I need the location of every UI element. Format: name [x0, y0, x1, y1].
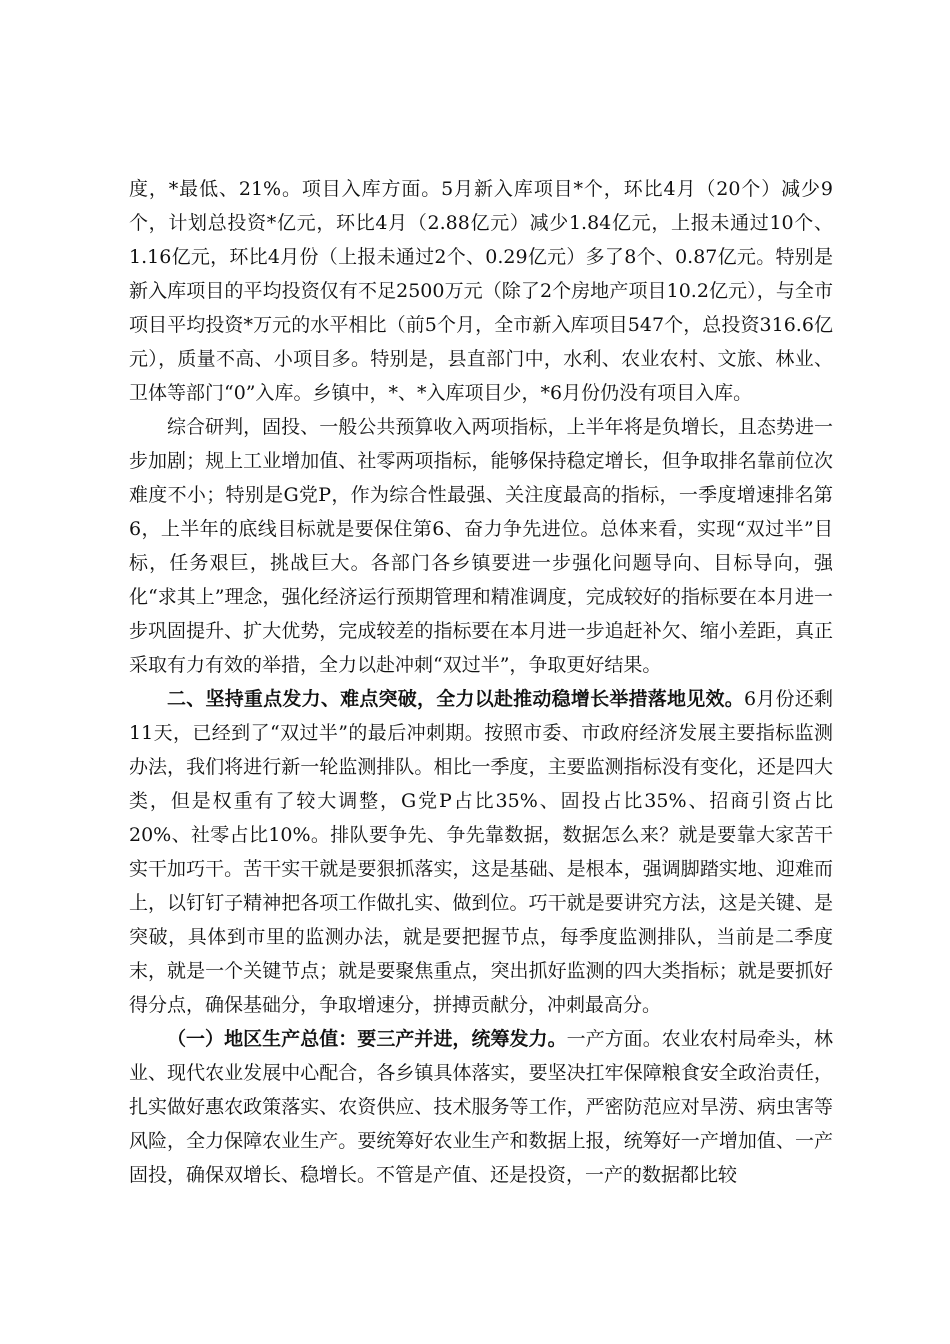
paragraph-text: 一产方面。农业农村局牵头，林业、现代农业发展中心配合，各乡镇具体落实，要坚决扛牢保障粮食安全政治责任，扎实做好惠农政策落实、农资供应、技术服务等工作，严密防范应对旱涝、病虫害等风险，全力保障农业生产。要统筹好农业生产和数据上报，统筹好一产增加值、一产固投，确保双增长、稳增长。不管是产值、还是投资，一产的数据都比较: [129, 1028, 833, 1186]
paragraph-gdp: [129, 1022, 833, 1192]
paragraph-project-intake: [129, 172, 833, 410]
document-body: [129, 172, 833, 1192]
paragraph-section-two: [129, 682, 833, 1022]
paragraph-text: 度，*最低、21%。项目入库方面。5月新入库项目*个，环比4月（20个）减少9个，计划总投资*亿元，环比4月（2.88亿元）减少1.84亿元，上报未通过10个、1.16亿元，环比4月份（上报未通过2个、0.29亿元）多了8个、0.87亿元。特别是新入库项目的平均投资仅有不足2500万元（除了2个房地产项目10.2亿元），与全市项目平均投资*万元的水平相比（前5个月，全市新入库项目547个，总投资316.6亿元），质量不高、小项目多。特别是，县直部门中，水利、农业农村、文旅、林业、卫体等部门“0”入库。乡镇中，*、*入库项目少，*6月份仍没有项目入库。: [129, 178, 833, 404]
paragraph-text: 综合研判，固投、一般公共预算收入两项指标，上半年将是负增长，且态势进一步加剧；规上工业增加值、社零两项指标，能够保持稳定增长，但争取排名靠前位次难度不小；特别是G党P，作为综合性最强、关注度最高的指标，一季度增速排名第6，上半年的底线目标就是要保住第6、奋力争先进位。总体来看，实现“双过半”目标，任务艰巨，挑战巨大。各部门各乡镇要进一步强化问题导向、目标导向，强化“求其上”理念，强化经济运行预期管理和精准调度，完成较好的指标要在本月进一步巩固提升、扩大优势，完成较差的指标要在本月进一步追赶补欠、缩小差距，真正采取有力有效的举措，全力以赴冲刺“双过半”，争取更好结果。: [129, 416, 833, 676]
section-heading: 二、坚持重点发力、难点突破，全力以赴推动稳增长举措落地见效。: [167, 688, 744, 710]
paragraph-comprehensive-assessment: [129, 410, 833, 682]
subsection-heading: （一）地区生产总值：要三产并进，统筹发力。: [167, 1028, 567, 1050]
paragraph-text: 6月份还剩11天，已经到了“双过半”的最后冲刺期。按照市委、市政府经济发展主要指标监测办法，我们将进行新一轮监测排队。相比一季度，主要监测指标没有变化，还是四大类，但是权重有了较大调整，G党P占比35%、固投占比35%、招商引资占比20%、社零占比10%。排队要争先、争先靠数据，数据怎么来？就是要靠大家苦干实干加巧干。苦干实干就是要狠抓落实，这是基础、是根本，强调脚踏实地、迎难而上，以钉钉子精神把各项工作做扎实、做到位。巧干就是要讲究方法，这是关键、是突破，具体到市里的监测办法，就是要把握节点，每季度监测排队，当前是二季度末，就是一个关键节点；就是要聚焦重点，突出抓好监测的四大类指标；就是要抓好得分点，确保基础分，争取增速分，拼搏贡献分，冲刺最高分。: [129, 688, 833, 1016]
